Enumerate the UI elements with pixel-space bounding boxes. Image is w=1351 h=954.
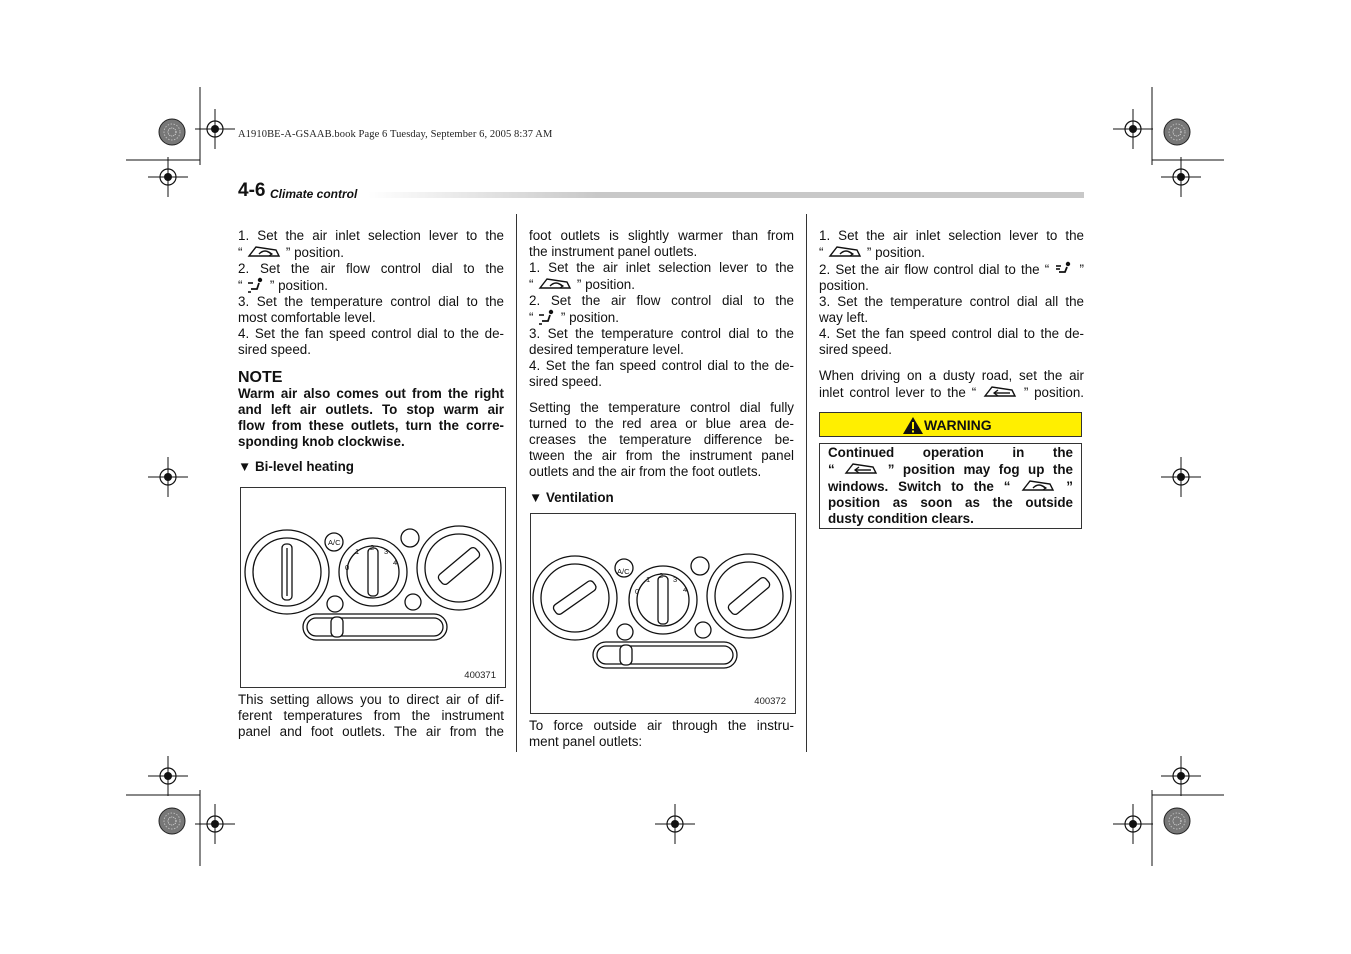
- step-1-cont: “ ” position.: [819, 245, 925, 260]
- file-header: A1910BE-A-GSAAB.book Page 6 Tuesday, September 6, 2005 8:37 AM: [238, 129, 553, 140]
- svg-text:4: 4: [683, 585, 688, 594]
- warning-line: position as soon as the outside: [828, 495, 1073, 510]
- paragraph-line: the instrument panel outlets.: [529, 244, 698, 259]
- section-title: Climate control: [270, 187, 358, 201]
- step-2-cont: “ ” position.: [238, 278, 328, 293]
- warning-line: “ ” position may fog up the: [828, 462, 1073, 477]
- note-line: Warm air also comes out from the right: [238, 386, 504, 401]
- step-1: 1. Set the air inlet selection lever to the: [529, 260, 794, 275]
- column-2: [529, 228, 794, 506]
- step-2: 2. Set the air flow control dial to the: [238, 261, 504, 276]
- column-1: [238, 228, 504, 475]
- warning-title: WARNING: [924, 417, 992, 433]
- step-3: 3. Set the temperature control dial all the: [819, 294, 1084, 309]
- step-2: 2. Set the air flow control dial to the: [529, 293, 794, 308]
- note-line: and left air outlets. To stop warm air: [238, 402, 504, 417]
- subheading-ventilation: ▼ Ventilation: [529, 490, 614, 505]
- paragraph-line: inlet control lever to the “ ” position.: [819, 385, 1084, 400]
- step-4: 4. Set the fan speed control dial to the de-: [238, 326, 504, 341]
- column-divider: [516, 214, 517, 752]
- paragraph-line: panel and foot outlets. The air from the: [238, 724, 504, 739]
- control-panel-illustration: [531, 514, 795, 713]
- figure-number: 400371: [464, 670, 496, 681]
- step-4-cont: sired speed.: [529, 374, 602, 389]
- note-title: NOTE: [238, 369, 283, 386]
- figure-number: 400372: [754, 696, 786, 707]
- ac-label: A/C: [617, 567, 630, 576]
- step-2-cont: position.: [819, 278, 869, 293]
- control-panel-illustration: [241, 488, 505, 687]
- paragraph-line: ferent temperatures from the instrument: [238, 708, 504, 723]
- paragraph-line: tween the air from the instrument panel: [529, 448, 794, 463]
- paragraph-line: When driving on a dusty road, set the air: [819, 368, 1084, 383]
- svg-text:1: 1: [355, 547, 360, 556]
- step-3-cont: most comfortable level.: [238, 310, 376, 325]
- note-line: sponding knob clockwise.: [238, 434, 405, 449]
- step-4: 4. Set the fan speed control dial to the de-: [819, 326, 1084, 341]
- svg-text:0: 0: [345, 563, 350, 572]
- paragraph-line: To force outside air through the instru-: [529, 718, 794, 733]
- paragraph-line: This setting allows you to direct air of dif-: [238, 692, 504, 707]
- paragraph-line: creases the temperature difference be-: [529, 432, 794, 447]
- paragraph-line: Setting the temperature control dial fully: [529, 400, 794, 415]
- step-1: 1. Set the air inlet selection lever to the: [819, 228, 1084, 243]
- column-2-bottom: [529, 718, 794, 750]
- outside-air-icon: [843, 461, 879, 477]
- paragraph-line: foot outlets is slightly warmer than from: [529, 228, 794, 243]
- step-1-cont: “ ” position.: [238, 245, 344, 260]
- paragraph-line: ment panel outlets:: [529, 734, 643, 749]
- recirculation-icon: [537, 276, 573, 292]
- svg-text:0: 0: [635, 587, 640, 596]
- column-1-bottom: [238, 692, 504, 740]
- bilevel-vent-icon: [246, 277, 266, 293]
- step-3-cont: desired temperature level.: [529, 342, 684, 357]
- step-4-cont: sired speed.: [238, 342, 311, 357]
- recirculation-icon: [246, 244, 282, 260]
- warning-line: dusty condition clears.: [828, 511, 974, 526]
- figure-ventilation: [530, 513, 796, 714]
- step-2: 2. Set the air flow control dial to the “ ”: [819, 262, 1084, 277]
- note-line: flow from these outlets, turn the corre-: [238, 418, 504, 433]
- svg-text:3: 3: [384, 547, 389, 556]
- svg-text:2: 2: [659, 571, 664, 580]
- figure-bilevel-heating: [240, 487, 506, 688]
- bilevel-vent-icon: [537, 309, 557, 325]
- subheading-bilevel: ▼ Bi-level heating: [238, 459, 354, 474]
- recirculation-icon: [827, 244, 863, 260]
- ac-label: A/C: [328, 538, 341, 547]
- warning-triangle-icon: [902, 416, 924, 435]
- paragraph-line: outlets and the air from the foot outlets.: [529, 464, 762, 479]
- svg-text:2: 2: [370, 543, 375, 552]
- column-3: [819, 228, 1084, 401]
- svg-text:1: 1: [646, 575, 651, 584]
- step-1-cont: “ ” position.: [529, 277, 635, 292]
- step-3: 3. Set the temperature control dial to the: [529, 326, 794, 341]
- step-2-cont: “ ” position.: [529, 310, 619, 325]
- paragraph-line: turned to the red area or blue area de-: [529, 416, 794, 431]
- section-number: 4-6: [238, 180, 266, 201]
- step-1: 1. Set the air inlet selection lever to the: [238, 228, 504, 243]
- vent-icon: [1054, 261, 1074, 277]
- recirculation-icon: [1020, 478, 1056, 494]
- svg-text:3: 3: [673, 575, 678, 584]
- svg-text:4: 4: [393, 558, 398, 567]
- step-3-cont: way left.: [819, 310, 869, 325]
- warning-line: Continued operation in the: [828, 445, 1073, 460]
- step-3: 3. Set the temperature control dial to the: [238, 294, 504, 309]
- warning-line: windows. Switch to the “ ”: [828, 479, 1073, 494]
- warning-body: [819, 443, 1082, 529]
- step-4-cont: sired speed.: [819, 342, 892, 357]
- outside-air-icon: [982, 384, 1018, 400]
- section-header: [238, 182, 1084, 200]
- column-divider: [806, 214, 807, 752]
- step-4: 4. Set the fan speed control dial to the de-: [529, 358, 794, 373]
- warning-header: [819, 412, 1082, 437]
